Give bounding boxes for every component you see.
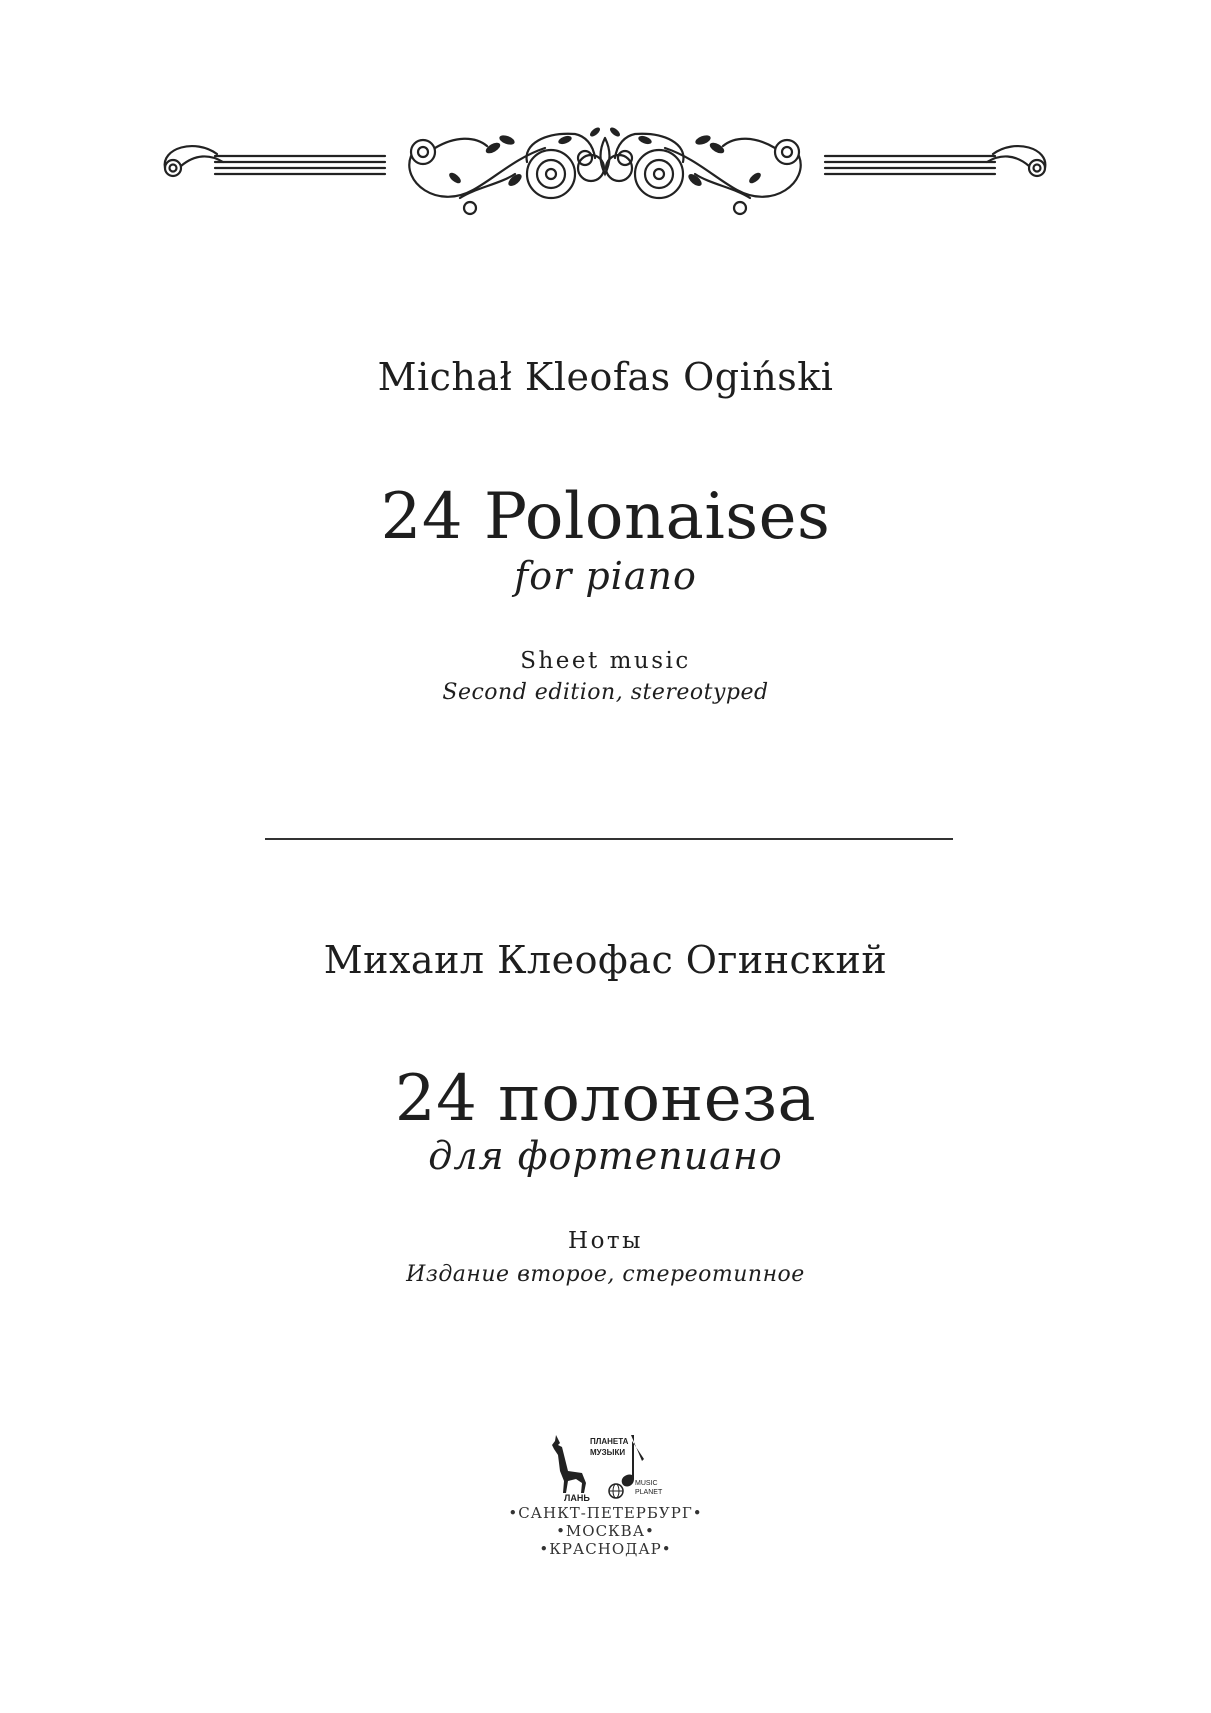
author-english: Michał Kleofas Ogiński — [377, 355, 834, 399]
publisher-city-1: •САНКТ-ПЕТЕРБУРГ• — [508, 1504, 703, 1522]
edition-english: Second edition, stereotyped — [442, 680, 769, 705]
title-english: 24 Polonaises — [380, 480, 831, 554]
divider-line — [265, 838, 953, 840]
publisher-city-3: •КРАСНОДАР• — [539, 1540, 672, 1558]
logo-music-text: MUSIC — [635, 1480, 658, 1487]
author-russian: Михаил Клеофас Огинский — [323, 938, 888, 982]
edition-russian: Издание второе, стереотипное — [406, 1262, 805, 1287]
logo-planet-text: PLANET — [635, 1489, 663, 1496]
subtitle-russian: для фортепиано — [428, 1134, 783, 1178]
publisher-city-2: •МОСКВА• — [556, 1522, 655, 1540]
kind-english: Sheet music — [520, 648, 691, 674]
logo-lan-text: ЛАНЬ — [564, 1493, 590, 1503]
subtitle-english: for piano — [514, 554, 697, 598]
logo-muzyki-text: МУЗЫКИ — [590, 1448, 626, 1457]
publisher-logo — [546, 1431, 666, 1503]
ornament-header — [155, 118, 1055, 228]
title-russian: 24 полонеза — [394, 1062, 817, 1136]
kind-russian: Ноты — [568, 1228, 643, 1254]
logo-planeta-text: ПЛАНЕТА — [590, 1437, 629, 1446]
